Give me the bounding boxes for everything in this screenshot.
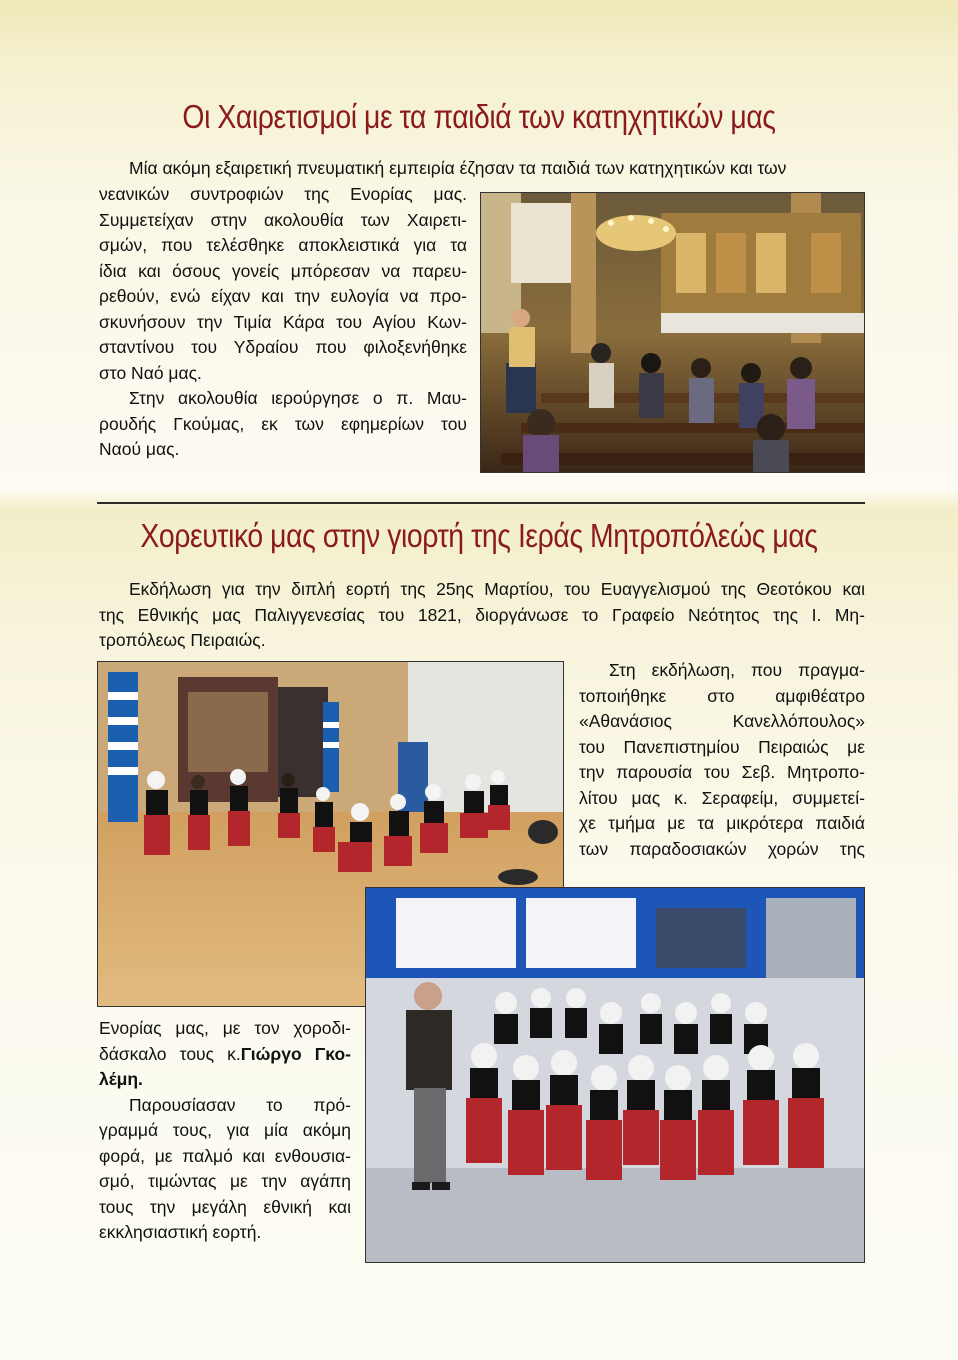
text-line: λίτου μας κ. Σεραφείμ, συμμετεί- bbox=[579, 787, 865, 808]
group-photo-illustration bbox=[366, 888, 865, 1263]
text-line: την παρουσία του Σεβ. Μητροπο- bbox=[579, 762, 865, 782]
text-line: εκκλησιαστική εορτή. bbox=[99, 1222, 262, 1242]
text-line: ρουδής Γκούμας, εκ των εφημερίων του bbox=[99, 413, 467, 434]
text-line: Στην ακολουθία ιερούργησε ο π. Μαυ- bbox=[129, 388, 467, 408]
section-2-intro bbox=[99, 577, 865, 654]
text-line: τοποιήθηκε στο αμφιθέατρο bbox=[579, 685, 865, 706]
text-line: σταντίνου του Υδραίου που φιλοξενήθηκε bbox=[99, 337, 467, 357]
text-line: σμών, που τελέσθηκε αποκλειστικά για τα bbox=[99, 235, 467, 255]
section-divider bbox=[97, 502, 865, 504]
text-line: ίδια και όσους γονείς μπόρεσαν να παρευ- bbox=[99, 260, 467, 281]
section-2-title: Χορευτικό μας στην γιορτή της Ιεράς Μητροπόλεώς μας bbox=[140, 517, 818, 554]
text-line: σμό, τιμώντας με την αγάπη bbox=[99, 1171, 351, 1191]
text-line: Εκδήλωση για την διπλή εορτή της 25ης Μαρτίου, του Ευαγγελισμού της Θεοτόκου και bbox=[129, 579, 865, 599]
text-line: «Αθανάσιος Κανελλόπουλος» bbox=[579, 711, 865, 731]
text-line: Συμμετείχαν στην ακολουθία των Χαιρετι- bbox=[99, 209, 467, 230]
text-line: του Πανεπιστημίου Πειραιώς με bbox=[579, 736, 865, 757]
instructor-name: Γιώργο Γκο- bbox=[240, 1043, 351, 1064]
section-1-intro: Μία ακόμη εξαιρετική πνευματική εμπειρία έζησαν τα παιδιά των κατηχητικών και των bbox=[129, 158, 787, 178]
text-line: τροπόλεως Πειραιώς. bbox=[99, 630, 266, 650]
text-line: νεανικών συντροφιών της Ενορίας μας. bbox=[99, 184, 467, 204]
dance-group-photo bbox=[365, 887, 865, 1263]
text-line bbox=[99, 1042, 351, 1068]
text-line: Ενορίας μας, με τον χοροδι- bbox=[99, 1018, 351, 1038]
text-span: δάσκαλο τους κ. bbox=[99, 1043, 241, 1064]
section-2-right-column bbox=[579, 658, 865, 862]
text-line: Στη εκδήλωση, που πραγμα- bbox=[609, 660, 865, 680]
section-2-left-column bbox=[99, 1016, 351, 1246]
church-interior-illustration bbox=[481, 193, 865, 473]
text-line: Ναού μας. bbox=[99, 439, 180, 459]
church-service-photo bbox=[480, 192, 865, 473]
section-1-body bbox=[99, 182, 467, 463]
instructor-name-end: λέμη. bbox=[99, 1069, 143, 1089]
text-line: στο Ναό μας. bbox=[99, 362, 202, 383]
text-line: της Εθνικής μας Παλιγγενεσίας του 1821, διοργάνωσε το Γραφείο Νεότητος της Ι. Μη- bbox=[99, 604, 865, 625]
text-line: ρεθούν, ενώ είχαν και την ευλογία να προ- bbox=[99, 286, 467, 306]
text-line: χε τμήμα με τα μικρότερα παιδιά bbox=[579, 813, 865, 833]
section-1-title: Οι Χαιρετισμοί με τα παιδιά των κατηχητικών μας bbox=[182, 98, 776, 135]
text-line: τους την μεγάλη εθνική και bbox=[99, 1196, 351, 1217]
text-line: σκυνήσουν την Τιμία Κάρα του Αγίου Κων- bbox=[99, 311, 467, 332]
text-line: γραμμά τους, για μία ακόμη bbox=[99, 1120, 351, 1140]
text-line: φορά, με παλμό και ενθουσια- bbox=[99, 1145, 351, 1166]
text-line: Παρουσίασαν το πρό- bbox=[129, 1094, 351, 1115]
text-line: των παραδοσιακών χορών της bbox=[579, 838, 865, 859]
